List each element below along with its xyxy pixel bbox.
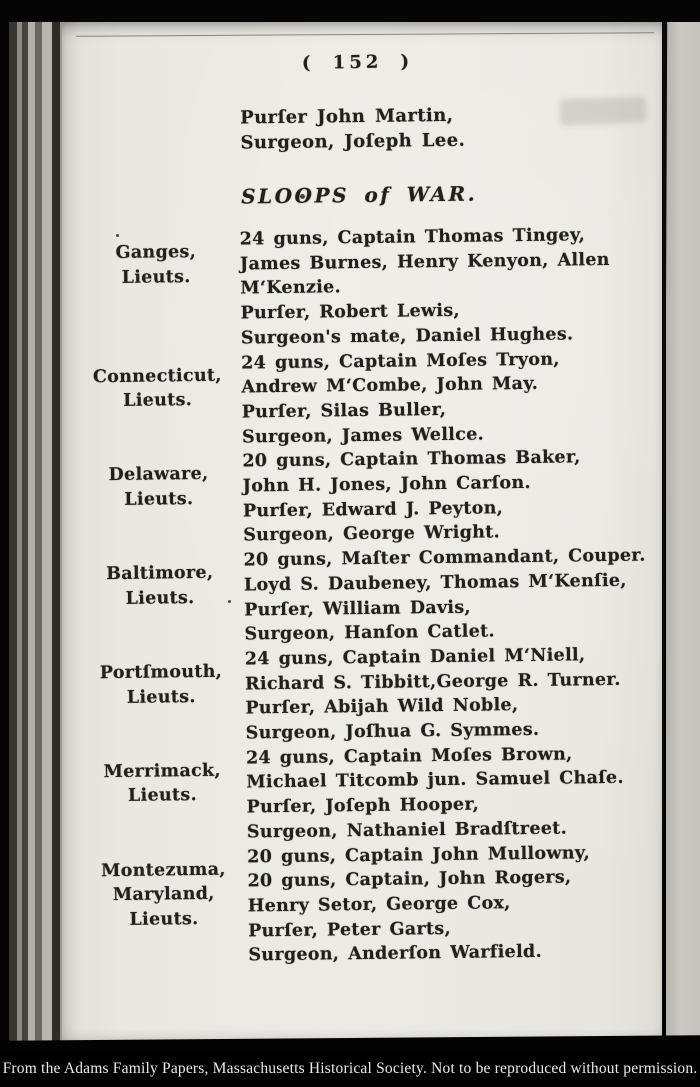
ship-name: Delaware, xyxy=(108,464,209,486)
book-gutter-page-edges xyxy=(0,18,64,1060)
officer-line: Michael Titcomb jun. Samuel Chaſe. xyxy=(246,768,624,793)
archive-credit-caption: From the Adams Family Papers, Massachusetts Historical Society. Not to be reproduced without permission. xyxy=(2,1060,698,1077)
section-heading: SLOOPS of WAR. xyxy=(241,181,478,209)
ship-name-column xyxy=(62,450,243,551)
officer-line: Andrew M‘Combe, John May. xyxy=(241,374,539,398)
ship-name-column xyxy=(65,647,246,748)
ship-name: Baltimore, xyxy=(106,562,214,585)
intro-line: Surgeon, Joſeph Lee. xyxy=(240,129,466,154)
officer-line: Purſer, Robert Lewis, xyxy=(240,300,460,324)
ship-entry-portsmouth xyxy=(65,642,666,748)
officer-line: Henry Setor, George Cox, xyxy=(247,893,511,917)
officer-line: Surgeon, George Wright. xyxy=(243,522,501,546)
ship-entry-delaware xyxy=(62,445,663,551)
officer-line: Purſer, Joſeph Hooper, xyxy=(246,794,480,818)
ship-name: Maryland, xyxy=(112,884,215,906)
officer-line: Surgeon, Hanſon Catlet. xyxy=(244,621,495,645)
ship-officers-column xyxy=(246,741,667,845)
ship-officers-column xyxy=(245,642,666,746)
ship-officers-column xyxy=(241,346,662,450)
ship-officers-column xyxy=(242,445,663,549)
officer-line: Purſer, Silas Buller, xyxy=(241,399,447,423)
page-number: ( 152 ) xyxy=(301,51,414,74)
ship-entry-baltimore xyxy=(63,543,664,649)
officer-line: Loyd S. Daubeney, Thomas M‘Kenſie, xyxy=(243,570,627,596)
ship-label: Lieuts. xyxy=(126,686,196,708)
ship-label: Lieuts. xyxy=(127,785,198,807)
officer-line: John H. Jones, John Carſon. xyxy=(242,472,531,497)
ship-entries-list xyxy=(60,222,669,970)
ship-label: Lieuts. xyxy=(125,587,195,609)
ship-name-column xyxy=(61,351,242,452)
officer-line: Surgeon's mate, Daniel Hughes. xyxy=(240,324,574,349)
ship-entry-ganges xyxy=(60,222,661,353)
ship-name: Portſmouth, xyxy=(99,661,223,684)
intro-officers xyxy=(240,103,465,156)
ship-label: Lieuts. xyxy=(124,489,194,510)
scanned-page xyxy=(62,20,662,1042)
ship-name: Montezuma, xyxy=(100,859,226,881)
intro-line: Purſer John Martin, xyxy=(240,104,454,129)
facing-page-edge xyxy=(666,20,700,1042)
officer-line: 24 guns, Captain Moſes Brown, xyxy=(245,744,573,769)
officer-line: Purſer, Peter Garts, xyxy=(248,918,452,942)
officer-line: Surgeon, James Wellce. xyxy=(241,424,485,448)
officer-line: Purſer, William Davis, xyxy=(244,597,471,620)
officer-line: Surgeon, Joſhua G. Symmes. xyxy=(245,719,540,744)
ship-officers-column xyxy=(240,222,661,351)
officer-line: Purſer, Abijah Wild Noble, xyxy=(245,695,519,719)
ship-entry-montezuma-maryland xyxy=(67,840,668,971)
ship-name-column xyxy=(67,845,248,971)
ship-label: Lieuts. xyxy=(121,266,191,288)
ship-officers-column xyxy=(243,543,664,647)
printed-text-block xyxy=(57,16,669,1045)
officer-line: 24 guns, Captain Thomas Tingey, xyxy=(239,225,586,250)
ship-name: Connecticut, xyxy=(92,365,222,387)
officer-line: 20 guns, Captain Thomas Baker, xyxy=(242,447,581,472)
photo-black-border-top xyxy=(0,0,700,22)
officer-line: Purſer, Edward J. Peyton, xyxy=(242,498,504,522)
officer-line: Richard S. Tibbitt,George R. Turner. xyxy=(244,669,621,695)
ship-name-column xyxy=(63,549,244,650)
ship-officers-column xyxy=(247,840,668,969)
officer-line: 24 guns, Captain Moſes Tryon, xyxy=(241,349,560,373)
ship-label: Lieuts. xyxy=(129,909,199,930)
ship-name: Ganges, xyxy=(115,242,197,263)
officer-line: Surgeon, Anderſon Warfield. xyxy=(248,942,543,966)
officer-line: 20 guns, Captain John Mullowny, xyxy=(247,842,591,868)
officer-line: 20 guns, Maſter Commandant, Couper. xyxy=(243,545,646,571)
officer-line: James Burnes, Henry Kenyon, Allen xyxy=(239,249,610,275)
ship-name-column xyxy=(60,227,241,353)
ship-name: Merrimack, xyxy=(103,760,221,782)
officer-line: Surgeon, Nathaniel Bradſtreet. xyxy=(246,818,568,843)
ship-entry-merrimack xyxy=(66,741,667,847)
ship-name-column xyxy=(66,746,247,847)
ship-label: Lieuts. xyxy=(123,390,193,412)
officer-line: 20 guns, Captain, John Rogers, xyxy=(247,867,572,892)
officer-line: M‘Kenzie. xyxy=(240,277,342,299)
officer-line: 24 guns, Captain Daniel M‘Niell, xyxy=(244,645,586,670)
ship-entry-connecticut xyxy=(61,346,662,452)
